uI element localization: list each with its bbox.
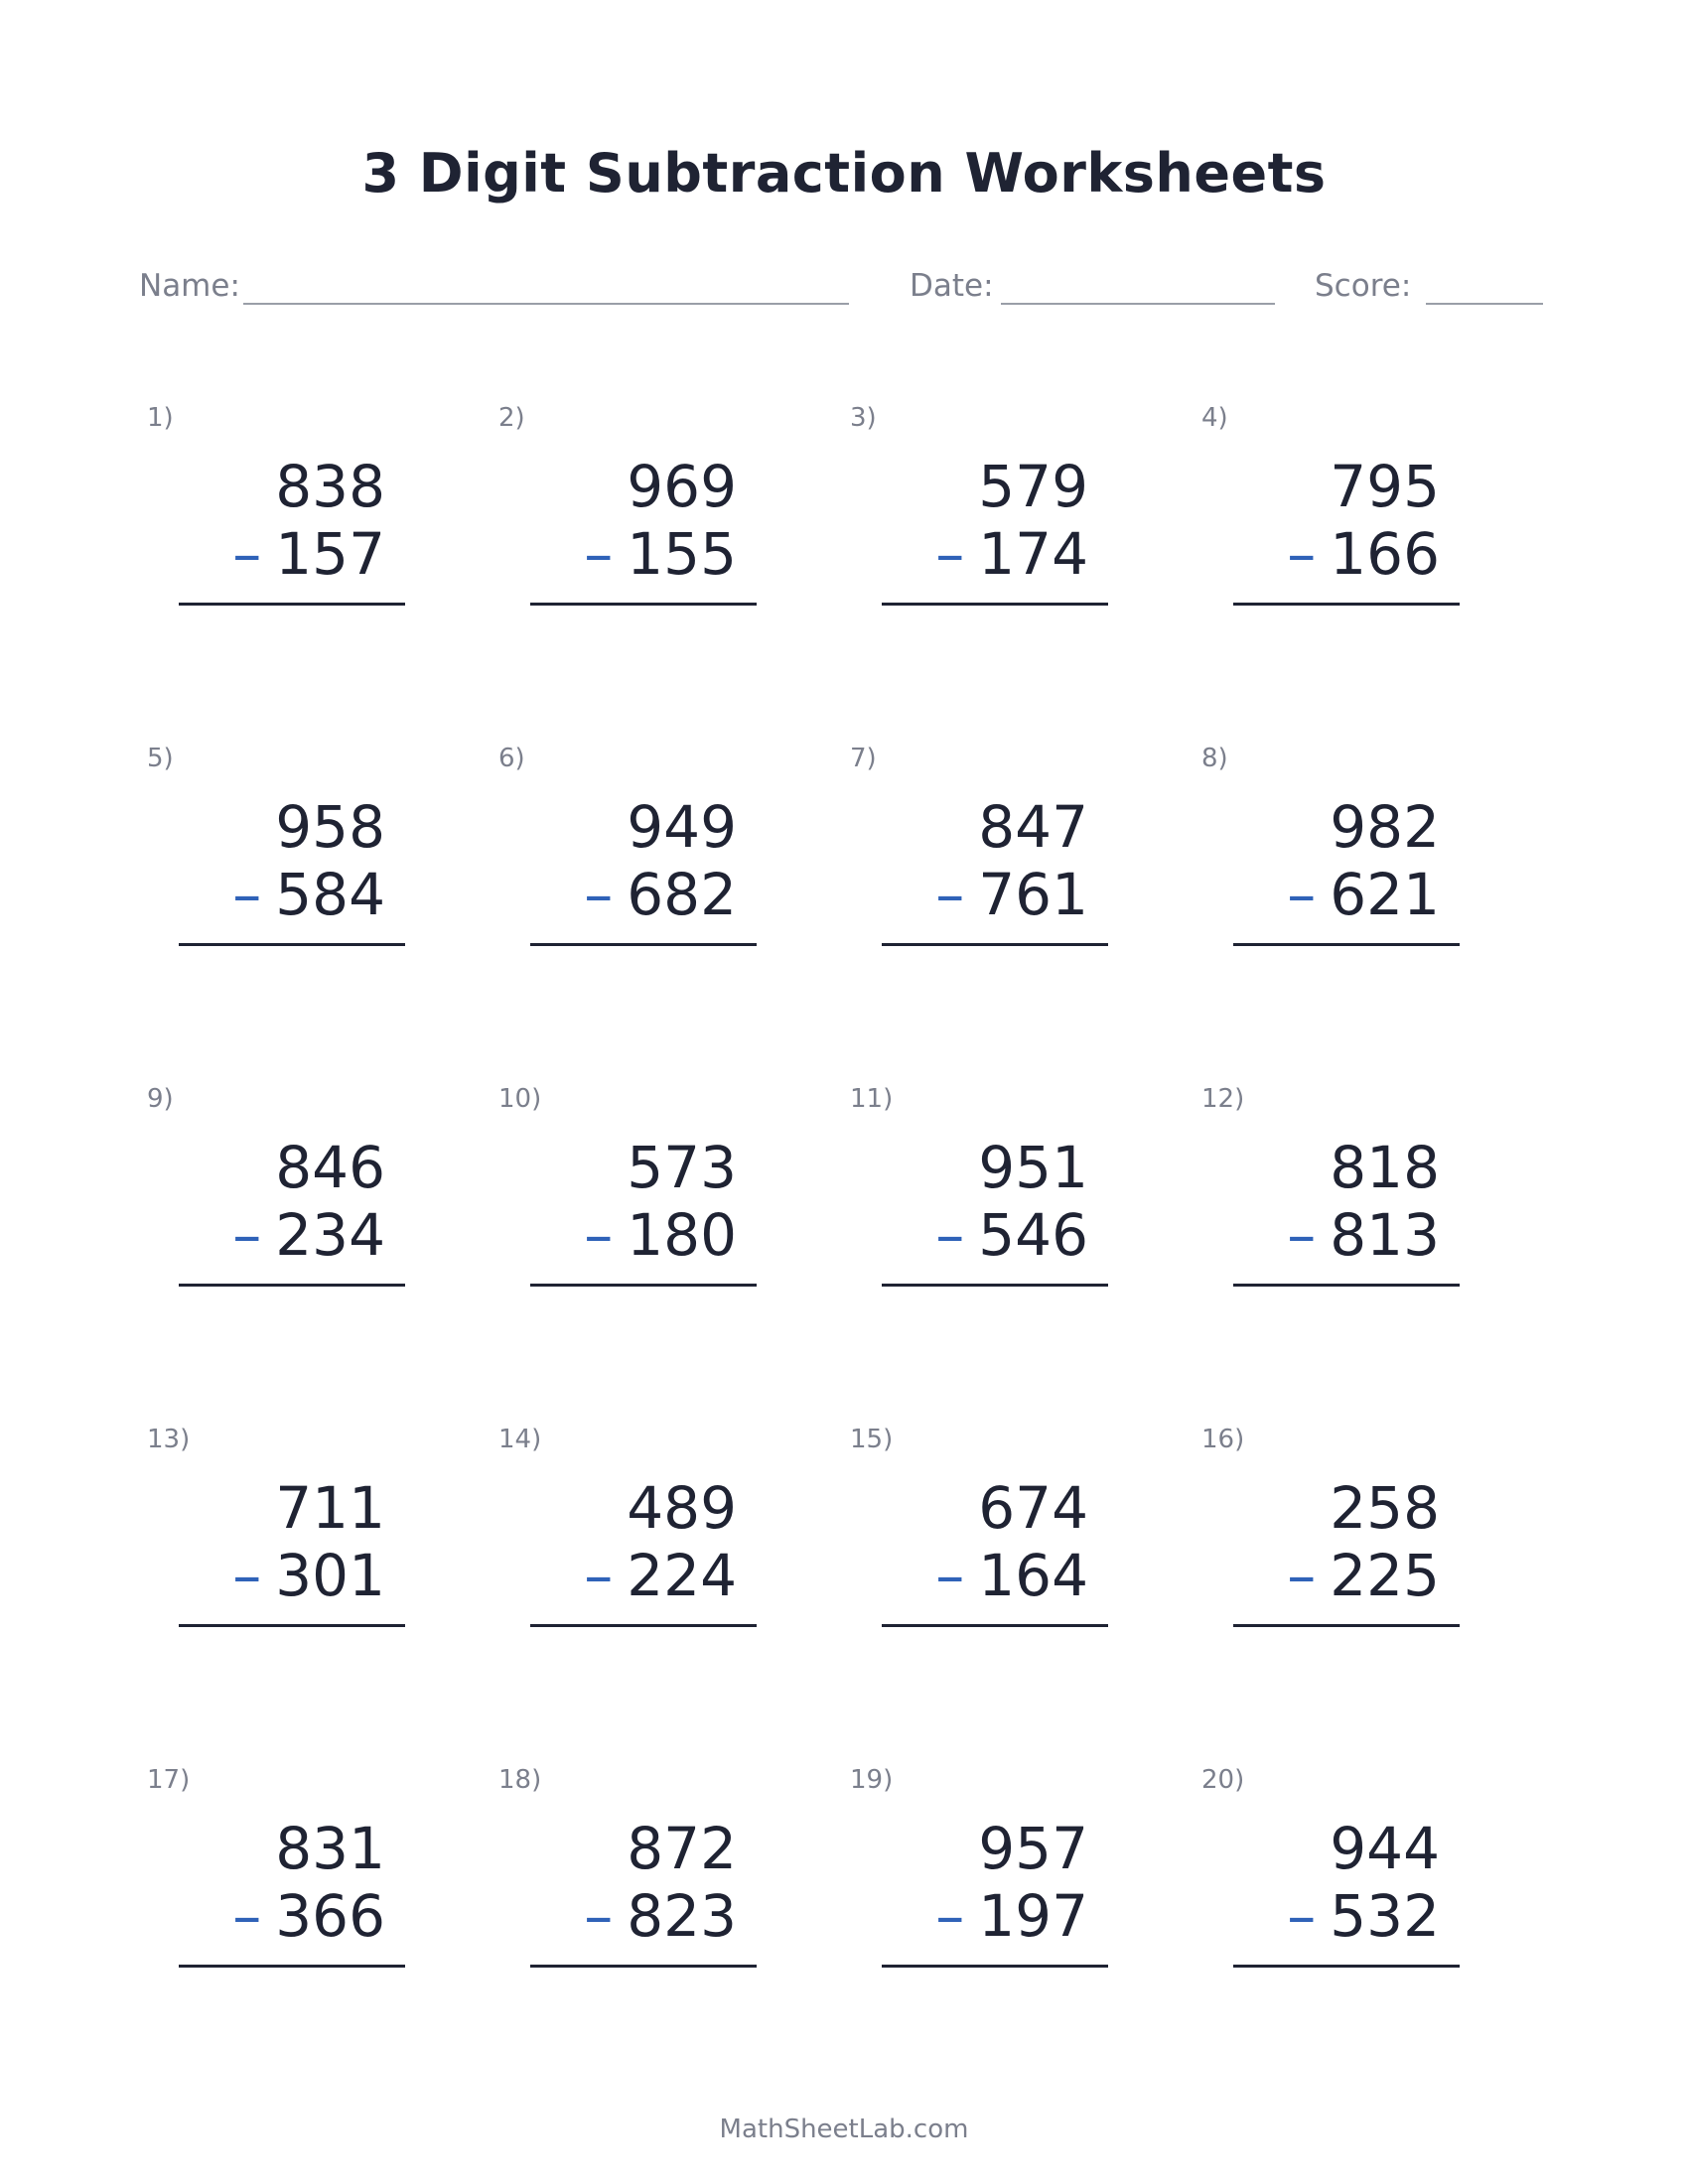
minus-icon: –: [1287, 1201, 1317, 1269]
answer-line: [1233, 1284, 1460, 1287]
minus-icon: –: [1287, 861, 1317, 928]
minuend: 944: [1330, 1815, 1440, 1882]
answer-line: [1233, 1624, 1460, 1627]
problem-2: [498, 402, 796, 630]
subtrahend-row: [935, 519, 1088, 589]
problem-3: [850, 402, 1148, 630]
problem-number: 1): [147, 403, 174, 433]
answer-line: [882, 1624, 1108, 1627]
problem-6: [498, 743, 796, 971]
problem-11: [850, 1083, 1148, 1311]
subtrahend-row: [584, 1881, 737, 1951]
subtrahend-row: [1287, 860, 1440, 929]
problem-number: 20): [1201, 1765, 1245, 1795]
subtrahend-row: [584, 860, 737, 929]
subtrahend: 224: [627, 1542, 737, 1609]
minus-icon: –: [232, 1542, 262, 1609]
problem-10: [498, 1083, 796, 1311]
problem-15: [850, 1424, 1148, 1652]
answer-line: [179, 1965, 405, 1968]
problem-number: 6): [498, 744, 525, 773]
answer-line: [179, 943, 405, 946]
problem-4: [1201, 402, 1499, 630]
answer-line: [882, 1284, 1108, 1287]
minuend: 847: [978, 793, 1088, 861]
score-label: Score:: [1315, 268, 1412, 304]
subtrahend-row: [1287, 519, 1440, 589]
minuend: 957: [978, 1815, 1088, 1882]
answer-line: [1233, 1965, 1460, 1968]
minuend: 579: [978, 453, 1088, 520]
minus-icon: –: [935, 861, 965, 928]
subtrahend: 366: [275, 1882, 385, 1950]
minus-icon: –: [584, 1542, 614, 1609]
answer-line: [530, 943, 757, 946]
problem-8: [1201, 743, 1499, 971]
problem-7: [850, 743, 1148, 971]
minus-icon: –: [232, 1201, 262, 1269]
minus-icon: –: [935, 1542, 965, 1609]
problem-number: 7): [850, 744, 877, 773]
subtrahend: 164: [978, 1542, 1088, 1609]
minuend: 795: [1330, 453, 1440, 520]
subtrahend-row: [935, 1200, 1088, 1270]
subtrahend: 197: [978, 1882, 1088, 1950]
subtrahend: 682: [627, 861, 737, 928]
answer-line: [882, 1965, 1108, 1968]
minuend: 846: [275, 1134, 385, 1201]
minuend: 258: [1330, 1474, 1440, 1542]
minuend: 982: [1330, 793, 1440, 861]
problem-18: [498, 1764, 796, 1992]
subtrahend-row: [1287, 1881, 1440, 1951]
problem-20: [1201, 1764, 1499, 1992]
answer-line: [1233, 943, 1460, 946]
problem-number: 4): [1201, 403, 1228, 433]
minus-icon: –: [1287, 1542, 1317, 1609]
minuend: 838: [275, 453, 385, 520]
subtrahend: 823: [627, 1882, 737, 1950]
subtrahend-row: [584, 519, 737, 589]
subtrahend: 584: [275, 861, 385, 928]
problem-number: 14): [498, 1425, 542, 1454]
problem-13: [147, 1424, 445, 1652]
problem-1: [147, 402, 445, 630]
problem-number: 15): [850, 1425, 894, 1454]
problem-16: [1201, 1424, 1499, 1652]
problem-17: [147, 1764, 445, 1992]
minuend: 969: [627, 453, 737, 520]
problem-number: 3): [850, 403, 877, 433]
subtrahend: 532: [1330, 1882, 1440, 1950]
problem-number: 18): [498, 1765, 542, 1795]
minuend: 489: [627, 1474, 737, 1542]
minus-icon: –: [584, 1201, 614, 1269]
problem-12: [1201, 1083, 1499, 1311]
answer-line: [530, 1624, 757, 1627]
subtrahend: 225: [1330, 1542, 1440, 1609]
minuend: 674: [978, 1474, 1088, 1542]
subtrahend: 234: [275, 1201, 385, 1269]
problem-number: 5): [147, 744, 174, 773]
minus-icon: –: [935, 1201, 965, 1269]
minuend: 958: [275, 793, 385, 861]
answer-line: [882, 943, 1108, 946]
subtrahend-row: [232, 519, 385, 589]
minus-icon: –: [1287, 520, 1317, 588]
minuend: 949: [627, 793, 737, 861]
problem-number: 19): [850, 1765, 894, 1795]
subtrahend-row: [1287, 1541, 1440, 1610]
problem-14: [498, 1424, 796, 1652]
answer-line: [179, 1284, 405, 1287]
subtrahend: 174: [978, 520, 1088, 588]
subtrahend-row: [935, 1881, 1088, 1951]
minuend: 818: [1330, 1134, 1440, 1201]
problem-number: 2): [498, 403, 525, 433]
minuend: 951: [978, 1134, 1088, 1201]
problem-number: 9): [147, 1084, 174, 1114]
answer-line: [179, 1624, 405, 1627]
subtrahend-row: [935, 860, 1088, 929]
worksheet-title: 3 Digit Subtraction Worksheets: [361, 142, 1327, 205]
minus-icon: –: [1287, 1882, 1317, 1950]
problem-9: [147, 1083, 445, 1311]
minuend: 831: [275, 1815, 385, 1882]
subtrahend-row: [1287, 1200, 1440, 1270]
subtrahend: 546: [978, 1201, 1088, 1269]
minus-icon: –: [935, 1882, 965, 1950]
minus-icon: –: [232, 520, 262, 588]
subtrahend: 157: [275, 520, 385, 588]
minus-icon: –: [584, 520, 614, 588]
answer-line: [1233, 603, 1460, 606]
subtrahend: 301: [275, 1542, 385, 1609]
answer-line: [530, 1284, 757, 1287]
problem-number: 17): [147, 1765, 191, 1795]
minuend: 711: [275, 1474, 385, 1542]
footer-site-name: MathSheetLab.com: [719, 2115, 969, 2144]
subtrahend: 155: [627, 520, 737, 588]
answer-line: [882, 603, 1108, 606]
problem-19: [850, 1764, 1148, 1992]
minuend: 573: [627, 1134, 737, 1201]
subtrahend: 813: [1330, 1201, 1440, 1269]
subtrahend: 166: [1330, 520, 1440, 588]
subtrahend: 761: [978, 861, 1088, 928]
answer-line: [179, 603, 405, 606]
minus-icon: –: [584, 1882, 614, 1950]
date-label: Date:: [910, 268, 994, 304]
subtrahend-row: [232, 1200, 385, 1270]
subtrahend-row: [232, 860, 385, 929]
problem-number: 13): [147, 1425, 191, 1454]
subtrahend-row: [935, 1541, 1088, 1610]
problem-number: 8): [1201, 744, 1228, 773]
minuend: 872: [627, 1815, 737, 1882]
subtrahend: 180: [627, 1201, 737, 1269]
problem-number: 10): [498, 1084, 542, 1114]
subtrahend-row: [232, 1881, 385, 1951]
name-label: Name:: [139, 268, 240, 304]
minus-icon: –: [232, 1882, 262, 1950]
minus-icon: –: [935, 520, 965, 588]
subtrahend-row: [584, 1541, 737, 1610]
answer-line: [530, 603, 757, 606]
problem-number: 12): [1201, 1084, 1245, 1114]
answer-line: [530, 1965, 757, 1968]
problem-number: 11): [850, 1084, 894, 1114]
problem-number: 16): [1201, 1425, 1245, 1454]
subtrahend: 621: [1330, 861, 1440, 928]
minus-icon: –: [232, 861, 262, 928]
problem-5: [147, 743, 445, 971]
minus-icon: –: [584, 861, 614, 928]
subtrahend-row: [232, 1541, 385, 1610]
subtrahend-row: [584, 1200, 737, 1270]
